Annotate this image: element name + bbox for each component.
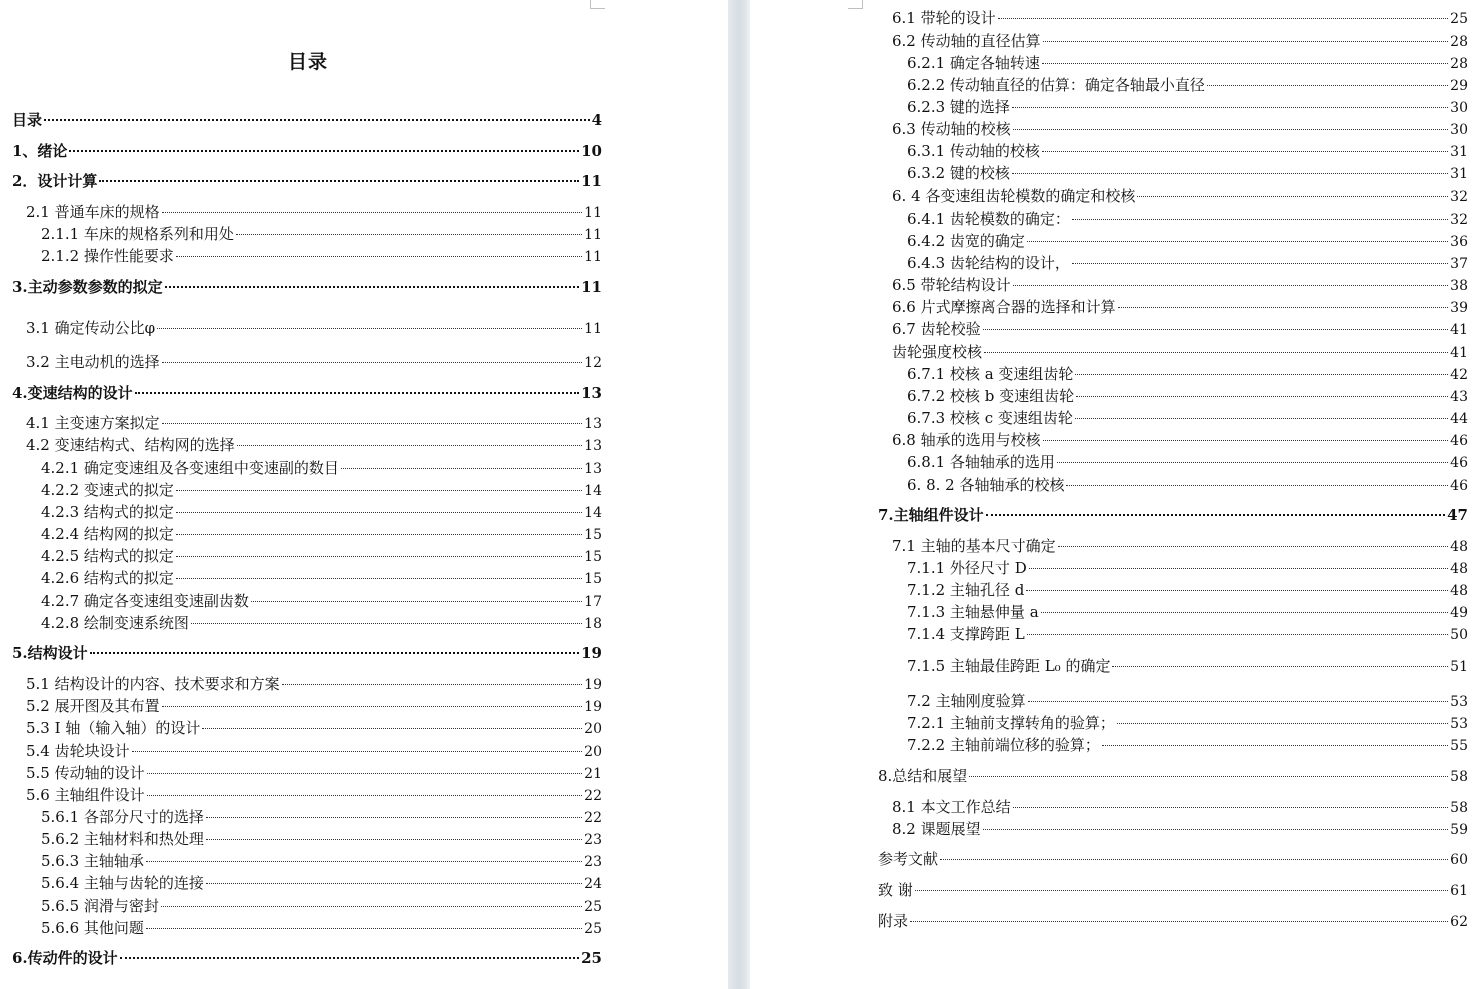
toc-entry-label: 6.4.2 齿宽的确定 (907, 232, 1025, 250)
toc-entry-page-number: 18 (584, 616, 602, 632)
toc-entry[interactable] (907, 408, 1468, 428)
toc-entry[interactable] (26, 785, 602, 805)
toc-entry-label: 4.2.5 结构式的拟定 (41, 547, 174, 565)
toc-entry-label: 6.8 轴承的选用与校核 (892, 431, 1041, 449)
toc-entry-page-number: 31 (1450, 166, 1468, 182)
toc-entry-page-number: 29 (1450, 78, 1468, 94)
page-corner-mark (848, 0, 863, 9)
toc-entry[interactable] (878, 849, 1468, 869)
toc-dot-leader (1042, 63, 1448, 64)
toc-entry[interactable] (907, 253, 1468, 273)
toc-dot-leader (1058, 546, 1449, 547)
toc-entry-label: 6.2 传动轴的直径估算 (892, 32, 1041, 50)
toc-entry[interactable] (26, 718, 602, 738)
toc-entry-page-number: 14 (584, 505, 602, 521)
toc-entry[interactable] (41, 896, 602, 916)
toc-dot-leader (1013, 807, 1449, 808)
toc-dot-leader (176, 512, 582, 513)
toc-entry-label: 5.5 传动轴的设计 (26, 764, 145, 782)
toc-entry[interactable] (892, 31, 1468, 51)
toc-entry[interactable] (26, 763, 602, 783)
toc-entry-page-number: 14 (584, 483, 602, 499)
toc-dot-leader (1043, 440, 1449, 441)
toc-entry-label: 7.1.1 外径尺寸 D (907, 559, 1027, 577)
toc-entry-label: 2．设计计算 (12, 172, 98, 190)
toc-entry[interactable] (878, 880, 1468, 900)
toc-dot-leader (986, 514, 1445, 516)
toc-entry[interactable] (907, 141, 1468, 161)
toc-entry-label: 1、绪论 (12, 142, 68, 160)
toc-entry-label: 4.2.4 结构网的拟定 (41, 525, 174, 543)
toc-entry-label: 7.1 主轴的基本尺寸确定 (892, 537, 1056, 555)
toc-dot-leader (983, 329, 1449, 330)
toc-entry[interactable] (892, 119, 1468, 139)
toc-dot-leader (1112, 666, 1448, 667)
toc-entry[interactable] (892, 297, 1468, 317)
toc-dot-leader (1013, 129, 1449, 130)
toc-entry[interactable] (41, 524, 602, 544)
toc-entry-page-number: 32 (1450, 212, 1468, 228)
toc-entry[interactable] (878, 766, 1468, 786)
toc-entry-page-number: 19 (581, 644, 602, 662)
toc-entry-label: 6.3.1 传动轴的校核 (907, 142, 1040, 160)
toc-entry-page-number: 15 (584, 527, 602, 543)
toc-entry-page-number: 11 (584, 249, 602, 265)
toc-entry-page-number: 46 (1450, 478, 1468, 494)
toc-entry-label: 6.4.1 齿轮模数的确定： (907, 210, 1070, 228)
toc-entry-label: 5.6.2 主轴材料和热处理 (41, 830, 204, 848)
toc-entry-page-number: 13 (581, 384, 602, 402)
toc-entry[interactable] (907, 602, 1468, 622)
toc-dot-leader (162, 212, 583, 213)
toc-entry-page-number: 41 (1450, 322, 1468, 338)
toc-entry-label: 齿轮强度校核 (892, 343, 983, 361)
toc-entry[interactable] (41, 613, 602, 633)
toc-entry-page-number: 48 (1450, 583, 1468, 599)
toc-entry[interactable] (907, 452, 1468, 472)
toc-entry-label: 5.6.4 主轴与齿轮的连接 (41, 874, 204, 892)
toc-entry-label: 6.3 传动轴的校核 (892, 120, 1011, 138)
page-gutter (728, 0, 750, 989)
toc-entry-page-number: 62 (1450, 914, 1468, 930)
toc-entry[interactable] (878, 911, 1468, 931)
toc-dot-leader (1207, 85, 1448, 86)
toc-dot-leader (120, 957, 579, 959)
toc-dot-leader (1029, 568, 1448, 569)
toc-entry-page-number: 11 (584, 205, 602, 221)
toc-entry-page-number: 61 (1450, 883, 1468, 899)
toc-entry-page-number: 44 (1450, 411, 1468, 427)
toc-entry-page-number: 53 (1450, 716, 1468, 732)
toc-entry-label: 5.6.6 其他问题 (41, 919, 144, 937)
toc-entry-label: 3.主动参数参数的拟定 (12, 278, 163, 296)
toc-entry-page-number: 4 (591, 111, 602, 129)
toc-dot-leader (915, 890, 1448, 891)
toc-entry[interactable] (41, 480, 602, 500)
toc-entry-label: 附录 (878, 912, 909, 930)
toc-entry[interactable] (892, 186, 1468, 206)
toc-dot-leader (940, 859, 1448, 860)
toc-entry[interactable] (26, 696, 602, 716)
toc-entry-page-number: 23 (584, 854, 602, 870)
toc-entry[interactable] (907, 735, 1468, 755)
toc-dot-leader (162, 362, 583, 363)
toc-entry-label: 5.6.3 主轴轴承 (41, 852, 144, 870)
toc-entry[interactable] (892, 797, 1468, 817)
toc-entry-page-number: 25 (581, 949, 602, 967)
toc-entry-page-number: 23 (584, 832, 602, 848)
toc-entry-page-number: 30 (1450, 100, 1468, 116)
toc-entry-page-number: 51 (1450, 659, 1468, 675)
toc-entry-page-number: 22 (584, 788, 602, 804)
toc-entry-label: 6.3.2 键的校核 (907, 164, 1010, 182)
toc-dot-leader (341, 468, 582, 469)
toc-dot-leader (135, 392, 579, 394)
toc-entry-page-number: 11 (581, 278, 602, 296)
toc-dot-leader (1041, 612, 1449, 613)
toc-entry[interactable] (26, 435, 602, 455)
toc-dot-leader (191, 623, 582, 624)
toc-dot-leader (176, 534, 582, 535)
toc-dot-leader (1012, 107, 1448, 108)
toc-dot-leader (983, 829, 1449, 830)
toc-dot-leader (206, 817, 582, 818)
toc-dot-leader (176, 490, 582, 491)
toc-entry-page-number: 12 (584, 355, 602, 371)
toc-entry[interactable] (41, 591, 602, 611)
toc-entry-label: 6.2.3 键的选择 (907, 98, 1010, 116)
toc-dot-leader (1027, 634, 1449, 635)
toc-entry-page-number: 10 (581, 142, 602, 160)
toc-dot-leader (1042, 151, 1448, 152)
toc-title: 目录 (288, 51, 329, 73)
toc-entry-label: 2.1.1 车床的规格系列和用处 (41, 225, 234, 243)
page-corner-mark (590, 0, 605, 9)
toc-dot-leader (1137, 196, 1448, 197)
toc-entry-page-number: 15 (584, 571, 602, 587)
toc-entry[interactable] (907, 231, 1468, 251)
toc-entry-page-number: 48 (1450, 539, 1468, 555)
toc-entry-label: 6.7.1 校核 a 变速组齿轮 (907, 365, 1074, 383)
toc-entry[interactable] (907, 624, 1468, 644)
toc-entry[interactable] (907, 209, 1468, 229)
toc-entry-label: 4.2.3 结构式的拟定 (41, 503, 174, 521)
toc-dot-leader (984, 352, 1448, 353)
toc-dot-leader (1118, 307, 1449, 308)
toc-entry-page-number: 58 (1450, 800, 1468, 816)
toc-entry-label: 7.1.3 主轴悬伸量 a (907, 603, 1039, 621)
toc-entry-page-number: 48 (1450, 561, 1468, 577)
toc-entry-label: 4.2.7 确定各变速组变速副齿数 (41, 592, 249, 610)
toc-entry-label: 6.2.2 传动轴直径的估算：确定各轴最小直径 (907, 76, 1205, 94)
toc-entry-page-number: 50 (1450, 627, 1468, 643)
toc-dot-leader (99, 180, 579, 182)
toc-dot-leader (1026, 590, 1448, 591)
toc-dot-leader (236, 234, 582, 235)
toc-entry-page-number: 25 (1450, 11, 1468, 27)
toc-dot-leader (206, 839, 582, 840)
toc-dot-leader (1012, 173, 1448, 174)
toc-entry[interactable] (12, 110, 602, 130)
toc-dot-leader (1027, 241, 1448, 242)
toc-entry-page-number: 49 (1450, 605, 1468, 621)
toc-entry[interactable] (892, 819, 1468, 839)
toc-entry-label: 5.6 主轴组件设计 (26, 786, 145, 804)
toc-entry[interactable] (26, 202, 602, 222)
toc-entry[interactable] (907, 53, 1468, 73)
toc-entry[interactable] (41, 246, 602, 266)
toc-entry[interactable] (907, 364, 1468, 384)
toc-entry-label: 目录 (12, 111, 43, 129)
toc-dot-leader (1076, 396, 1448, 397)
toc-entry[interactable] (41, 873, 602, 893)
toc-entry-label: 4.2.6 结构式的拟定 (41, 569, 174, 587)
toc-dot-leader (1072, 219, 1448, 220)
toc-entry-label: 2.1.2 操作性能要求 (41, 247, 174, 265)
toc-dot-leader (282, 684, 583, 685)
toc-entry-page-number: 46 (1450, 455, 1468, 471)
toc-entry-page-number: 13 (584, 416, 602, 432)
toc-entry-label: 6.2.1 确定各轴转速 (907, 54, 1040, 72)
toc-entry-page-number: 15 (584, 549, 602, 565)
toc-entry[interactable] (41, 829, 602, 849)
toc-entry-page-number: 37 (1450, 256, 1468, 272)
toc-dot-leader (202, 728, 582, 729)
toc-entry-page-number: 25 (584, 921, 602, 937)
toc-dot-leader (1102, 745, 1448, 746)
toc-entry[interactable] (26, 741, 602, 761)
toc-entry-label: 4.2.1 确定变速组及各变速组中变速副的数目 (41, 459, 339, 477)
toc-entry-page-number: 13 (584, 438, 602, 454)
toc-dot-leader (1075, 374, 1448, 375)
toc-entry[interactable] (41, 807, 602, 827)
toc-entry-label: 6.7.2 校核 b 变速组齿轮 (907, 387, 1075, 405)
toc-entry-page-number: 28 (1450, 34, 1468, 50)
toc-dot-leader (157, 328, 582, 329)
toc-entry-label: 5.6.1 各部分尺寸的选择 (41, 808, 204, 826)
toc-entry-label: 致 谢 (878, 881, 913, 899)
toc-dot-leader (162, 706, 583, 707)
toc-entry-page-number: 55 (1450, 738, 1468, 754)
toc-entry-page-number: 11 (584, 321, 602, 337)
toc-dot-leader (161, 906, 582, 907)
toc-dot-leader (998, 18, 1449, 19)
toc-entry[interactable] (41, 502, 602, 522)
toc-entry-label: 2.1 普通车床的规格 (26, 203, 160, 221)
toc-entry-label: 8.2 课题展望 (892, 820, 981, 838)
toc-entry-page-number: 41 (1450, 345, 1468, 361)
toc-entry-page-number: 39 (1450, 300, 1468, 316)
toc-entry-label: 6. 8. 2 各轴轴承的校核 (907, 476, 1065, 494)
toc-entry[interactable] (878, 505, 1468, 525)
toc-dot-leader (1066, 485, 1448, 486)
toc-dot-leader (69, 150, 579, 152)
toc-dot-leader (910, 921, 1448, 922)
toc-entry[interactable] (892, 342, 1468, 362)
toc-entry-page-number: 19 (584, 699, 602, 715)
toc-entry-label: 5.结构设计 (12, 644, 88, 662)
toc-dot-leader (969, 776, 1448, 777)
toc-entry[interactable] (12, 277, 602, 297)
toc-entry-page-number: 11 (584, 227, 602, 243)
toc-entry[interactable] (907, 713, 1468, 733)
toc-dot-leader (90, 652, 579, 654)
toc-entry[interactable] (26, 352, 602, 372)
toc-entry-page-number: 25 (584, 899, 602, 915)
toc-dot-leader (146, 928, 582, 929)
toc-dot-leader (1028, 701, 1449, 702)
toc-entry-page-number: 32 (1450, 189, 1468, 205)
toc-entry[interactable] (892, 8, 1468, 28)
toc-entry-label: 7.1.5 主轴最佳跨距 L₀ 的确定 (907, 657, 1111, 675)
toc-entry-page-number: 59 (1450, 822, 1468, 838)
toc-dot-leader (176, 556, 582, 557)
toc-dot-leader (1043, 41, 1449, 42)
toc-entry[interactable] (907, 386, 1468, 406)
toc-dot-leader (165, 286, 579, 288)
toc-entry-label: 8.总结和展望 (878, 767, 968, 785)
toc-entry[interactable] (41, 851, 602, 871)
toc-entry-label: 6.7 齿轮校验 (892, 320, 981, 338)
toc-entry-page-number: 28 (1450, 56, 1468, 72)
toc-entry-page-number: 11 (581, 172, 602, 190)
toc-entry-label: 6.1 带轮的设计 (892, 9, 996, 27)
toc-dot-leader (176, 578, 582, 579)
toc-entry-label: 3.1 确定传动公比φ (26, 319, 156, 337)
toc-entry-label: 7.主轴组件设计 (878, 506, 984, 524)
toc-entry-label: 5.4 齿轮块设计 (26, 742, 130, 760)
toc-entry[interactable] (41, 918, 602, 938)
toc-entry-page-number: 19 (584, 677, 602, 693)
toc-entry-page-number: 47 (1447, 506, 1468, 524)
toc-entry-label: 参考文献 (878, 850, 939, 868)
toc-entry-page-number: 21 (584, 766, 602, 782)
toc-dot-leader (147, 795, 583, 796)
toc-entry-page-number: 46 (1450, 433, 1468, 449)
toc-entry-page-number: 60 (1450, 852, 1468, 868)
toc-entry-label: 6. 4 各变速组齿轮模数的确定和校核 (892, 187, 1136, 205)
toc-entry[interactable] (892, 536, 1468, 556)
toc-entry-label: 5.6.5 润滑与密封 (41, 897, 159, 915)
toc-entry-label: 4.2 变速结构式、结构网的选择 (26, 436, 235, 454)
toc-entry[interactable] (41, 458, 602, 478)
toc-dot-leader (132, 751, 583, 752)
toc-entry[interactable] (26, 674, 602, 694)
toc-entry-page-number: 17 (584, 594, 602, 610)
toc-entry-page-number: 31 (1450, 144, 1468, 160)
toc-dot-leader (1057, 462, 1448, 463)
toc-dot-leader (176, 256, 582, 257)
toc-entry-label: 6.5 带轮结构设计 (892, 276, 1011, 294)
toc-entry[interactable] (41, 224, 602, 244)
toc-dot-leader (1013, 285, 1449, 286)
toc-entry-label: 7.2.2 主轴前端位移的验算； (907, 736, 1100, 754)
toc-entry[interactable] (907, 97, 1468, 117)
toc-entry-page-number: 22 (584, 810, 602, 826)
toc-dot-leader (1075, 418, 1448, 419)
toc-entry[interactable] (892, 319, 1468, 339)
toc-entry-label: 5.3 I 轴（输入轴）的设计 (26, 719, 201, 737)
toc-dot-leader (237, 445, 583, 446)
toc-entry[interactable] (12, 643, 602, 663)
toc-entry-page-number: 43 (1450, 389, 1468, 405)
toc-entry[interactable] (907, 558, 1468, 578)
toc-entry-label: 6.7.3 校核 c 变速组齿轮 (907, 409, 1073, 427)
toc-entry[interactable] (41, 546, 602, 566)
toc-entry[interactable] (12, 141, 602, 161)
toc-entry[interactable] (26, 318, 602, 338)
toc-entry-label: 5.1 结构设计的内容、技术要求和方案 (26, 675, 280, 693)
toc-entry[interactable] (907, 691, 1468, 711)
toc-entry-label: 6.6 片式摩擦离合器的选择和计算 (892, 298, 1116, 316)
toc-dot-leader (206, 883, 582, 884)
toc-entry-label: 7.2.1 主轴前支撑转角的验算； (907, 714, 1115, 732)
toc-entry-label: 7.2 主轴刚度验算 (907, 692, 1026, 710)
toc-entry-page-number: 42 (1450, 367, 1468, 383)
toc-entry-label: 8.1 本文工作总结 (892, 798, 1011, 816)
toc-entry-page-number: 53 (1450, 694, 1468, 710)
toc-entry-label: 7.1.4 支撑跨距 L (907, 625, 1025, 643)
toc-entry[interactable] (892, 430, 1468, 450)
toc-dot-leader (1117, 723, 1448, 724)
toc-entry[interactable] (12, 948, 602, 968)
toc-dot-leader (251, 601, 582, 602)
toc-entry-page-number: 30 (1450, 122, 1468, 138)
toc-dot-leader (44, 119, 590, 121)
toc-entry-page-number: 58 (1450, 769, 1468, 785)
toc-entry-label: 6.8.1 各轴轴承的选用 (907, 453, 1055, 471)
toc-dot-leader (1072, 263, 1448, 264)
toc-entry-page-number: 20 (584, 744, 602, 760)
toc-entry[interactable] (41, 568, 602, 588)
toc-entry-label: 6.传动件的设计 (12, 949, 118, 967)
toc-entry-page-number: 36 (1450, 234, 1468, 250)
toc-entry[interactable] (12, 383, 602, 403)
toc-entry[interactable] (907, 656, 1468, 676)
toc-entry[interactable] (26, 413, 602, 433)
toc-entry[interactable] (12, 171, 602, 191)
toc-entry-label: 6.4.3 齿轮结构的设计， (907, 254, 1070, 272)
toc-entry-label: 4.变速结构的设计 (12, 384, 133, 402)
toc-entry-label: 4.2.8 绘制变速系统图 (41, 614, 189, 632)
toc-dot-leader (147, 773, 583, 774)
toc-dot-leader (146, 861, 582, 862)
toc-entry[interactable] (907, 475, 1468, 495)
toc-entry-page-number: 38 (1450, 278, 1468, 294)
toc-entry-label: 3.2 主电动机的选择 (26, 353, 160, 371)
toc-dot-leader (162, 423, 583, 424)
toc-entry-page-number: 20 (584, 721, 602, 737)
toc-entry-label: 7.1.2 主轴孔径 d (907, 581, 1025, 599)
toc-entry-page-number: 24 (584, 876, 602, 892)
toc-entry[interactable] (892, 275, 1468, 295)
toc-entry[interactable] (907, 580, 1468, 600)
toc-entry-page-number: 13 (584, 461, 602, 477)
toc-entry[interactable] (907, 75, 1468, 95)
toc-entry[interactable] (907, 163, 1468, 183)
toc-entry-label: 4.1 主变速方案拟定 (26, 414, 160, 432)
toc-entry-label: 4.2.2 变速式的拟定 (41, 481, 174, 499)
toc-entry-label: 5.2 展开图及其布置 (26, 697, 160, 715)
